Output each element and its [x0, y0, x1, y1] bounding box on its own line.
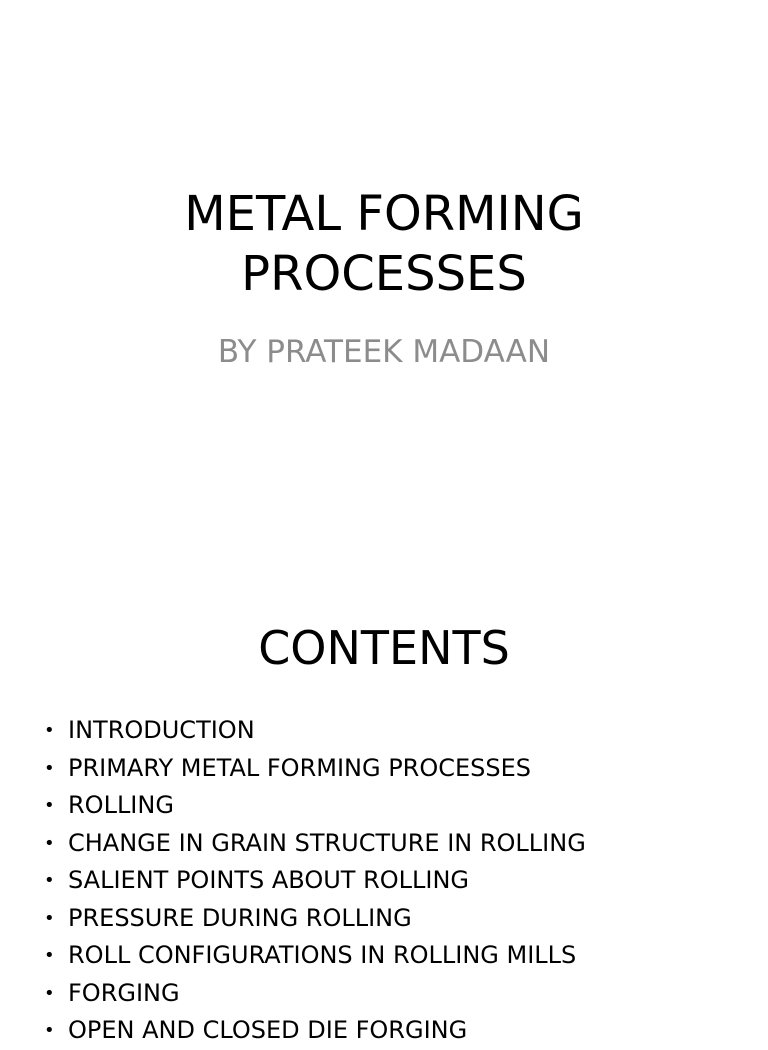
list-item-label: ROLL CONFIGURATIONS IN ROLLING MILLS — [68, 941, 577, 969]
slide-title-line-2: PROCESSES — [241, 246, 527, 302]
list-item — [44, 825, 586, 863]
list-item — [44, 787, 586, 825]
bullet-icon: • — [44, 720, 55, 741]
list-item — [44, 712, 586, 750]
list-item-label: FORGING — [68, 978, 180, 1007]
bullet-icon: • — [44, 795, 55, 816]
bullet-icon: • — [44, 757, 55, 779]
slide-subtitle: BY PRATEEK MADAAN — [217, 334, 551, 370]
list-item-label: PRIMARY METAL FORMING PROCESSES — [68, 753, 532, 782]
slide-title — [0, 184, 768, 304]
list-item — [44, 862, 586, 900]
slide-title-line-1: METAL FORMING — [184, 186, 584, 242]
list-item-label: PRESSURE DURING ROLLING — [68, 903, 412, 932]
contents-slide — [0, 576, 768, 1044]
contents-list — [44, 712, 586, 1050]
bullet-icon: • — [44, 832, 55, 854]
bullet-icon: • — [44, 907, 55, 929]
bullet-icon: • — [44, 982, 55, 1004]
bullet-icon: • — [44, 945, 55, 966]
list-item-label: ROLLING — [68, 791, 174, 819]
list-item — [44, 900, 586, 938]
list-item — [44, 1012, 586, 1050]
bullet-icon: • — [44, 870, 55, 891]
list-item-label: INTRODUCTION — [68, 716, 255, 744]
list-item — [44, 975, 586, 1013]
list-item-label: SALIENT POINTS ABOUT ROLLING — [68, 866, 470, 894]
bullet-icon: • — [44, 1020, 55, 1041]
list-item-label: OPEN AND CLOSED DIE FORGING — [68, 1016, 468, 1044]
contents-title: CONTENTS — [258, 621, 510, 675]
list-item-label: CHANGE IN GRAIN STRUCTURE IN ROLLING — [68, 828, 586, 857]
list-item — [44, 750, 586, 788]
list-item — [44, 937, 586, 975]
